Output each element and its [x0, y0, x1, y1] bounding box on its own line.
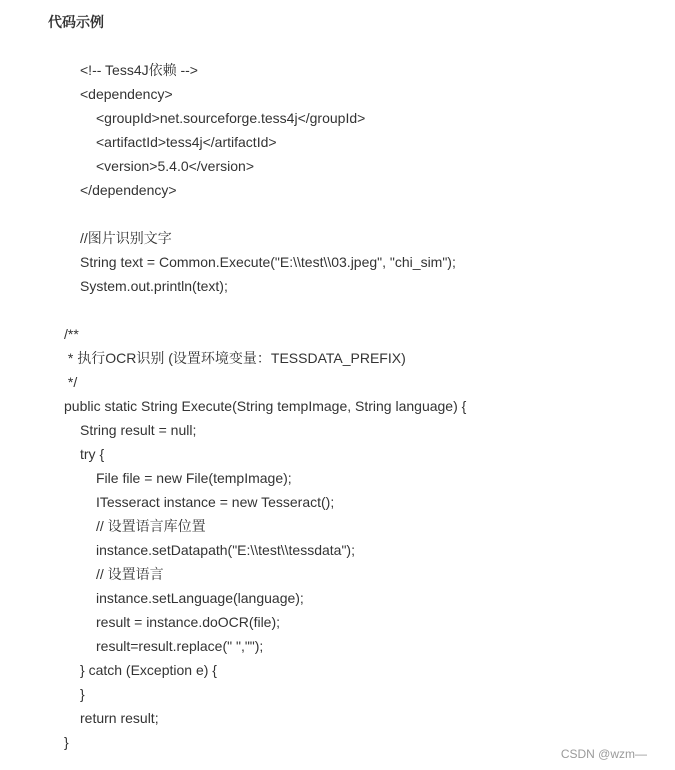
- code-line: <!-- Tess4J依赖 -->: [80, 62, 198, 78]
- code-line: ITesseract instance = new Tesseract();: [96, 494, 335, 510]
- code-line: <version>5.4.0</version>: [96, 158, 254, 174]
- code-line: File file = new File(tempImage);: [96, 470, 292, 486]
- code-line: }: [80, 686, 85, 702]
- code-line: //图片识别文字: [80, 230, 172, 246]
- code-line: result=result.replace(" ","");: [96, 638, 264, 654]
- section-title: 代码示例: [48, 14, 104, 30]
- code-line: } catch (Exception e) {: [80, 662, 217, 678]
- code-line: <dependency>: [80, 86, 173, 102]
- code-line: String text = Common.Execute("E:\\test\\03.jpeg", "chi_sim");: [80, 254, 456, 270]
- code-line: */: [64, 374, 78, 390]
- code-line: System.out.println(text);: [80, 278, 228, 294]
- code-line: <groupId>net.sourceforge.tess4j</groupId>: [96, 110, 366, 126]
- code-line: // 设置语言库位置: [96, 518, 206, 534]
- code-line: <artifactId>tess4j</artifactId>: [96, 134, 277, 150]
- code-line: /**: [64, 326, 79, 342]
- code-line: instance.setLanguage(language);: [96, 590, 304, 606]
- code-line: try {: [80, 446, 105, 462]
- code-line: * 执行OCR识别 (设置环境变量：TESSDATA_PREFIX): [64, 350, 406, 366]
- code-line: return result;: [80, 710, 159, 726]
- csdn-watermark: CSDN @wzm—: [560, 747, 647, 761]
- code-line: </dependency>: [80, 182, 177, 198]
- code-line: public static String Execute(String tempImage, String language) {: [64, 398, 467, 414]
- code-line: instance.setDatapath("E:\\test\\tessdata");: [96, 542, 355, 558]
- code-line: String result = null;: [80, 422, 197, 438]
- code-line: result = instance.doOCR(file);: [96, 614, 281, 630]
- code-line: }: [64, 734, 69, 750]
- code-line: // 设置语言: [96, 566, 164, 582]
